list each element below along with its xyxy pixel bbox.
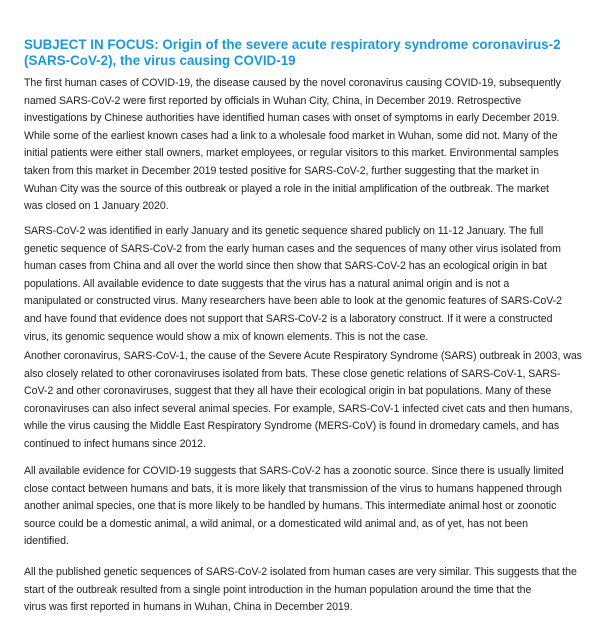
paragraph-sars-cov-1 xyxy=(24,348,584,454)
text-line: while the virus causing the Middle East Respiratory Syndrome (MERS-CoV) is found in dromedary camels, and has xyxy=(24,420,560,433)
paragraph-first-cases xyxy=(24,75,584,216)
text-line: continued to infect humans since 2012. xyxy=(24,437,206,450)
text-line: coronaviruses can also infect several animal species. For example, SARS-CoV-1 infected civet cats and then humans, xyxy=(24,402,573,415)
text-line: populations. All available evidence to date suggests that the virus has a natural animal origin and is not a xyxy=(24,277,510,290)
paragraph-published-sequences xyxy=(24,564,584,617)
text-line: taken from this market in December 2019 tested positive for SARS-CoV-2, further suggesting that the market in xyxy=(24,164,540,177)
text-line: virus was first reported in humans in Wuhan, China in December 2019. xyxy=(24,601,353,614)
text-line: genetic sequence of SARS-CoV-2 from the early human cases and the sequences of many other virus isolated from xyxy=(24,242,561,255)
text-line: was closed on 1 January 2020. xyxy=(24,200,169,213)
text-line: virus, its genomic sequence would show a mix of known elements. This is not the case. xyxy=(24,330,429,343)
text-line: human cases from China and all over the world since then show that SARS-CoV-2 has an ecological origin in bat xyxy=(24,260,547,273)
text-line: SARS-CoV-2 was identified in early January and its genetic sequence shared publicly on 11-12 January. The full xyxy=(24,225,544,237)
text-line: and have found that evidence does not support that SARS-CoV-2 is a laboratory construct. If it were a constructed xyxy=(24,312,553,325)
text-line: Another coronavirus, SARS-CoV-1, the cause of the Severe Acute Respiratory Syndrome (SARS) outbreak in 2003, was xyxy=(24,350,582,362)
text-line: Wuhan City was the source of this outbreak or played a role in the initial amplification of the outbreak. The market xyxy=(24,182,549,195)
text-line: All available evidence for COVID-19 suggests that SARS-CoV-2 has a zoonotic source. Since there is usually limited xyxy=(24,465,564,477)
paragraph-zoonotic-source xyxy=(24,463,584,551)
text-line: initial patients were either stall owners, market employees, or regular visitors to this market. Environmental samples xyxy=(24,147,559,160)
subject-heading xyxy=(24,37,584,69)
text-line: source could be a domestic animal, a wild animal, or a domesticated wild animal and, as of yet, has not been xyxy=(24,517,528,530)
heading-line: (SARS-CoV-2), the virus causing COVID-19 xyxy=(24,53,296,68)
text-line: While some of the earliest known cases had a link to a wholesale food market in Wuhan, some did not. Many of the xyxy=(24,129,558,142)
text-line: manipulated or constructed virus. Many researchers have been able to look at the genomic features of SARS-CoV-2 xyxy=(24,295,562,308)
text-line: start of the outbreak resulted from a single point introduction in the human population around the time that the xyxy=(24,583,532,596)
text-line: All the published genetic sequences of SARS-CoV-2 isolated from human cases are very similar. This suggests that the xyxy=(24,566,577,578)
text-line: named SARS-CoV-2 were first reported by officials in Wuhan City, China, in December 2019. Retrospective xyxy=(24,94,522,107)
text-line: CoV-2 and other coronaviruses, suggest that they all have their ecological origin in bat populations. Many of these xyxy=(24,385,552,398)
text-line: The first human cases of COVID-19, the disease caused by the novel coronavirus causing COVID-19, subsequently xyxy=(24,77,561,89)
text-line: identified. xyxy=(24,535,69,548)
text-line: close contact between humans and bats, it is more likely that transmission of the virus to humans happened through xyxy=(24,482,562,495)
text-line: also closely related to other coronaviruses isolated from bats. These close genetic relations of SARS-CoV-1, SARS- xyxy=(24,367,561,380)
text-line: investigations by Chinese authorities have identified human cases with onset of symptoms in early December 2019. xyxy=(24,112,560,125)
paragraph-genetic-sequence xyxy=(24,223,584,346)
heading-line: SUBJECT IN FOCUS: Origin of the severe acute respiratory syndrome coronavirus-2 xyxy=(24,37,561,52)
text-line: another animal species, one that is more likely to be handled by humans. This intermediate animal host or zoonotic xyxy=(24,500,557,513)
